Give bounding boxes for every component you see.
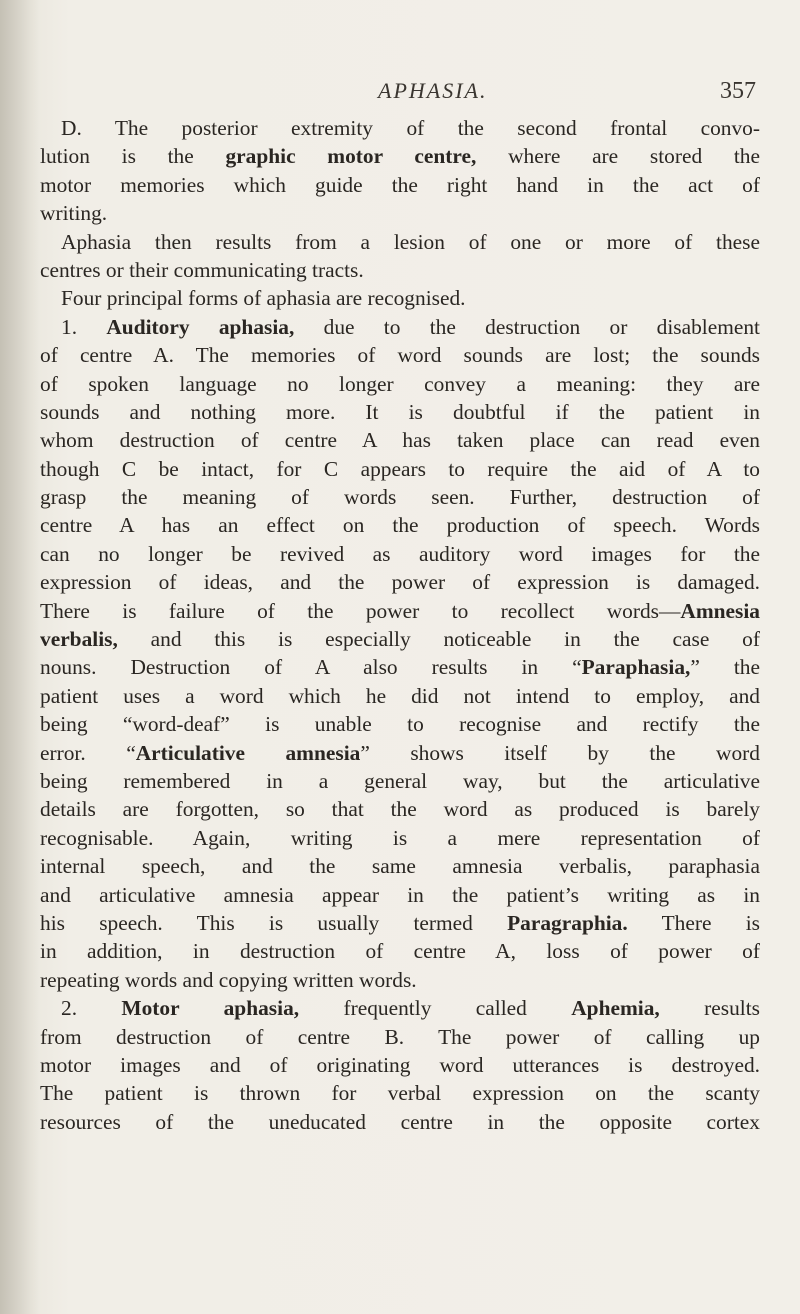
running-head (0, 78, 800, 112)
text-run: There is (627, 910, 760, 935)
text-run: recognisable. Again, writing is a mere representation of (40, 825, 760, 850)
bold-term: Auditory aphasia, (106, 314, 295, 339)
text-run: centres or their communicating tracts. (40, 257, 364, 282)
text-line (40, 540, 760, 568)
text-line (40, 341, 760, 369)
text-run: centre A has an effect on the production of speech. Words (40, 513, 760, 538)
bold-term: Amnesia (680, 598, 760, 623)
text-run: being “word-deaf” is unable to recognise and rectify the (40, 712, 760, 737)
text-run: sounds and nothing more. It is doubtful if the patient in (40, 399, 760, 424)
body-text (40, 114, 760, 1136)
text-line (40, 937, 760, 965)
bold-term: Motor aphasia, (121, 996, 300, 1021)
gutter-shadow (0, 0, 40, 1314)
page-number: 357 (720, 78, 756, 104)
text-line (40, 597, 760, 625)
text-line (40, 852, 760, 880)
text-run: expression of ideas, and the power of expression is damaged. (40, 570, 760, 595)
bold-term: Aphemia, (571, 996, 660, 1021)
text-line (40, 511, 760, 539)
text-line (40, 568, 760, 596)
text-line (40, 966, 760, 994)
text-run: whom destruction of centre A has taken place can read even (40, 428, 760, 453)
text-run: and this is especially noticeable in the case of (117, 627, 760, 652)
text-run: though C be intact, for C appears to require the aid of A to (40, 456, 760, 481)
bold-term: Articulative amnesia (135, 740, 361, 765)
text-run: can no longer be revived as auditory word images for the (40, 541, 760, 566)
text-line (40, 114, 760, 142)
text-line (40, 824, 760, 852)
text-line (40, 142, 760, 170)
text-run: repeating words and copying written words. (40, 967, 417, 992)
text-run: The patient is thrown for verbal expression on the scanty (40, 1081, 760, 1106)
text-line (40, 228, 760, 256)
text-run: and articulative amnesia appear in the patient’s writing as in (40, 882, 760, 907)
text-line (40, 909, 760, 937)
text-run: internal speech, and the same amnesia verbalis, paraphasia (40, 854, 760, 879)
text-line (40, 426, 760, 454)
text-line (40, 795, 760, 823)
text-run: ” the (690, 655, 760, 680)
text-run: Four principal forms of aphasia are recognised. (61, 286, 466, 311)
text-run: motor memories which guide the right hand in the act of (40, 172, 760, 197)
text-run: frequently called (299, 996, 572, 1021)
text-run: being remembered in a general way, but the articulative (40, 768, 760, 793)
text-line (40, 682, 760, 710)
text-run: nouns. Destruction of A also results in “ (40, 655, 582, 680)
text-line (40, 1108, 760, 1136)
text-run: grasp the meaning of words seen. Further, destruction of (40, 485, 760, 510)
text-line (40, 398, 760, 426)
text-line (40, 1079, 760, 1107)
text-line (40, 1023, 760, 1051)
text-run: due to the destruction or disablement (294, 314, 760, 339)
text-run: error. “ (40, 740, 136, 765)
text-run: his speech. This is usually termed (40, 910, 508, 935)
text-line (40, 483, 760, 511)
text-run: where are stored the (476, 144, 760, 169)
text-run: results (659, 996, 760, 1021)
text-line (40, 994, 760, 1022)
text-line (40, 653, 760, 681)
text-run: from destruction of centre B. The power of calling up (40, 1024, 760, 1049)
bold-term: Paragraphia. (507, 910, 628, 935)
text-run: lution is the (40, 144, 226, 169)
text-line (40, 1051, 760, 1079)
text-run: details are forgotten, so that the word as produced is barely (40, 797, 760, 822)
text-run: Aphasia then results from a lesion of one or more of these (61, 229, 760, 254)
text-line (40, 171, 760, 199)
text-run: of centre A. The memories of word sounds are lost; the sounds (40, 343, 760, 368)
text-run: resources of the uneducated centre in the opposite cortex (40, 1109, 760, 1134)
text-run: in addition, in destruction of centre A, loss of power of (40, 939, 760, 964)
text-line (40, 199, 760, 227)
text-line (40, 455, 760, 483)
text-line (40, 767, 760, 795)
running-title: APHASIA. (378, 78, 488, 103)
text-run: writing. (40, 201, 108, 226)
text-run: 1. (61, 314, 107, 339)
text-run: There is failure of the power to recollect words— (40, 598, 681, 623)
text-line (40, 313, 760, 341)
bold-term: graphic motor centre, (225, 144, 477, 169)
bold-term: verbalis, (40, 627, 118, 652)
text-line (40, 881, 760, 909)
text-line (40, 370, 760, 398)
text-line (40, 256, 760, 284)
text-line (40, 284, 760, 312)
text-line (40, 710, 760, 738)
text-run: ” shows itself by the word (360, 740, 760, 765)
text-line (40, 739, 760, 767)
text-run: patient uses a word which he did not intend to employ, and (40, 683, 760, 708)
text-line (40, 625, 760, 653)
text-run: motor images and of originating word utterances is destroyed. (40, 1052, 760, 1077)
text-run: D. The posterior extremity of the second frontal convo- (61, 116, 760, 140)
bold-term: Paraphasia, (581, 655, 691, 680)
text-run: of spoken language no longer convey a meaning: they are (40, 371, 760, 396)
text-run: 2. (61, 996, 122, 1021)
